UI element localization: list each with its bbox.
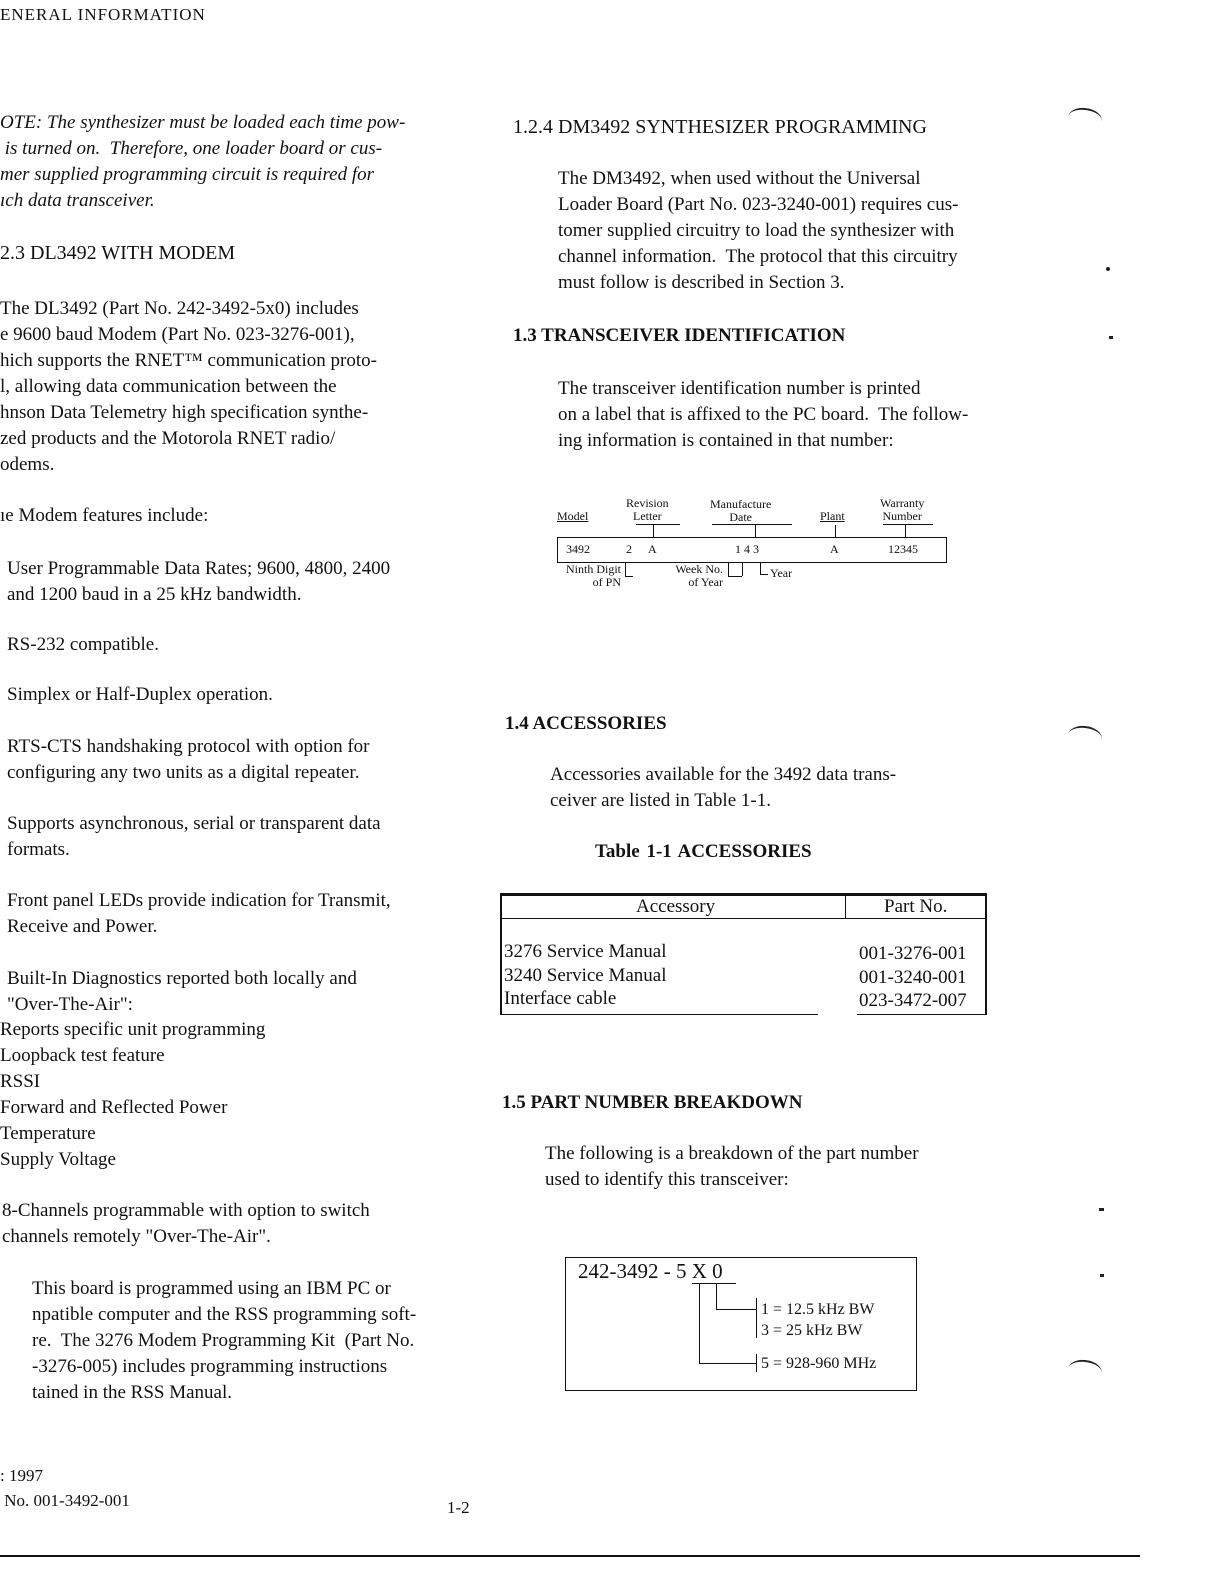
connector <box>716 1284 717 1310</box>
connector <box>760 574 768 575</box>
part-number-value: 242-3492 - 5 X 0 <box>578 1259 723 1283</box>
year-label: Year <box>770 566 793 580</box>
connector <box>756 1354 757 1372</box>
footer-rule <box>0 1555 1140 1557</box>
scan-mark <box>1106 267 1110 271</box>
connector <box>760 562 761 574</box>
feature-handshaking: RTS-CTS handshaking protocol with option for configuring any two units as a digital repeater. <box>7 736 370 783</box>
table-title: Table 1-1 ACCESSORIES <box>595 841 812 862</box>
synthesizer-note: OTE: The synthesizer must be loaded each time pow- is turned on. Therefore, one loader board or cus- mer supplied programming circuit is required for ıch data transceiver. <box>0 112 406 211</box>
tick <box>755 525 756 537</box>
scan-mark <box>1100 1274 1104 1277</box>
diagnostic-item: Temperature <box>0 1123 96 1144</box>
feature-leds: Front panel LEDs provide indication for Transmit, Receive and Power. <box>7 890 391 937</box>
table-cell: 3276 Service Manual <box>504 941 667 962</box>
manufacture-label: Manufacture Date <box>710 497 772 524</box>
diagnostic-item: Supply Voltage <box>0 1149 116 1170</box>
part-number-paragraph: The following is a breakdown of the part number used to identify this transceiver: <box>545 1143 919 1190</box>
scan-mark <box>1067 724 1104 751</box>
connector <box>728 576 742 577</box>
dl3492-paragraph: The DL3492 (Part No. 242-3492-5x0) includes e 9600 baud Modem (Part No. 023-3276-001), hich supports the RNET™ communication proto- l, allowing data communication between the hnson Data Telemetry high specification synthe- zed products and the Motorola RNET radio/ odems. <box>0 298 377 475</box>
transceiver-id-heading: 1.3 TRANSCEIVER IDENTIFICATION <box>513 325 846 346</box>
scan-mark <box>1067 106 1104 133</box>
connector <box>625 562 626 576</box>
footer-manual-number: No. 001-3492-001 <box>0 1491 130 1510</box>
tick <box>905 525 906 537</box>
table-left-rule <box>500 893 502 1015</box>
table-cell: 001-3276-001 <box>859 943 967 964</box>
table-right-rule <box>985 893 987 1015</box>
ninth-digit-label: Ninth Digit of PN <box>565 562 621 589</box>
connector <box>699 1284 700 1364</box>
table-cell: Interface cable <box>504 988 617 1009</box>
tick <box>653 525 654 537</box>
underline <box>883 524 933 525</box>
revision-label: Revision Letter <box>626 496 669 523</box>
diagnostic-item: Reports specific unit programming <box>0 1019 266 1040</box>
feature-channels: 8-Channels programmable with option to switch channels remotely "Over-The-Air". <box>2 1200 370 1247</box>
week-label: Week No. of Year <box>675 562 723 589</box>
diagnostic-item: Forward and Reflected Power <box>0 1097 228 1118</box>
scan-mark <box>1109 336 1113 339</box>
part-number-heading: 1.5 PART NUMBER BREAKDOWN <box>502 1092 803 1113</box>
underline <box>712 524 792 525</box>
diagnostic-item: Loopback test feature <box>0 1045 165 1066</box>
plant-value: A <box>830 542 839 556</box>
bandwidth-option: 1 = 12.5 kHz BW <box>761 1301 875 1318</box>
transceiver-id-paragraph: The transceiver identification number is printed on a label that is affixed to the PC board. The follow- ing information is contained in that number: <box>558 378 969 451</box>
frequency-option: 5 = 928-960 MHz <box>761 1355 877 1372</box>
feature-duplex: Simplex or Half-Duplex operation. <box>7 684 273 705</box>
table-header-accessory: Accessory <box>636 896 716 917</box>
warranty-value: 12345 <box>888 542 918 556</box>
model-label: Model <box>557 509 589 523</box>
feature-diagnostics: Built-In Diagnostics reported both locally and "Over-The-Air": <box>7 968 357 1015</box>
warranty-label: Warranty Number <box>880 496 925 523</box>
feature-data-rates: User Programmable Data Rates; 9600, 4800, 2400 and 1200 baud in a 25 kHz bandwidth. <box>7 558 391 605</box>
connector <box>625 576 633 577</box>
dm3492-heading: 1.2.4 DM3492 SYNTHESIZER PROGRAMMING <box>513 116 927 138</box>
features-intro: ıe Modem features include: <box>0 505 209 526</box>
table-bottom-rule <box>500 1014 818 1015</box>
model-value: 3492 <box>566 542 590 556</box>
revision-value: A <box>648 542 657 556</box>
diagnostic-item: RSSI <box>0 1071 41 1092</box>
accessories-heading: 1.4 ACCESSORIES <box>505 713 667 734</box>
table-cell: 3240 Service Manual <box>504 965 667 986</box>
programming-paragraph: This board is programmed using an IBM PC or npatible computer and the RSS programming soft- re. The 3276 Modem Programming Kit (Part No. -3276-005) includes programming instructions tained in the RSS Manual. <box>32 1278 417 1403</box>
underline <box>636 524 680 525</box>
accessories-paragraph: Accessories available for the 3492 data trans- ceiver are listed in Table 1-1. <box>550 764 897 811</box>
connector <box>699 1363 757 1364</box>
table-bottom-rule <box>857 1014 987 1015</box>
section-running-title: ENERAL INFORMATION <box>0 5 206 24</box>
bandwidth-option: 3 = 25 kHz BW <box>761 1322 863 1339</box>
scan-mark <box>1099 1208 1104 1211</box>
feature-data-formats: Supports asynchronous, serial or transparent data formats. <box>7 813 381 860</box>
dl3492-heading: 2.3 DL3492 WITH MODEM <box>0 242 236 264</box>
scan-mark <box>1067 1358 1104 1385</box>
connector <box>742 562 743 576</box>
connector <box>756 1298 757 1338</box>
table-col-rule <box>845 895 846 918</box>
connector <box>728 562 729 576</box>
plant-label: Plant <box>820 509 845 523</box>
table-header-part-no: Part No. <box>884 896 948 917</box>
footer-date: : 1997 <box>0 1466 43 1485</box>
table-cell: 001-3240-001 <box>859 967 967 988</box>
connector <box>716 1309 756 1310</box>
tick <box>835 525 836 537</box>
page-number: 1-2 <box>447 1498 470 1517</box>
dm3492-paragraph: The DM3492, when used without the Universal Loader Board (Part No. 023-3240-001) requires cus- tomer supplied circuitry to load the synthesizer with channel information. The protocol that this circuitry must follow is described in Section 3. <box>558 168 959 293</box>
ninth-digit-value: 2 <box>626 542 632 556</box>
feature-rs232: RS-232 compatible. <box>7 634 159 655</box>
date-value: 1 4 3 <box>735 542 759 556</box>
table-cell: 023-3472-007 <box>859 990 967 1011</box>
